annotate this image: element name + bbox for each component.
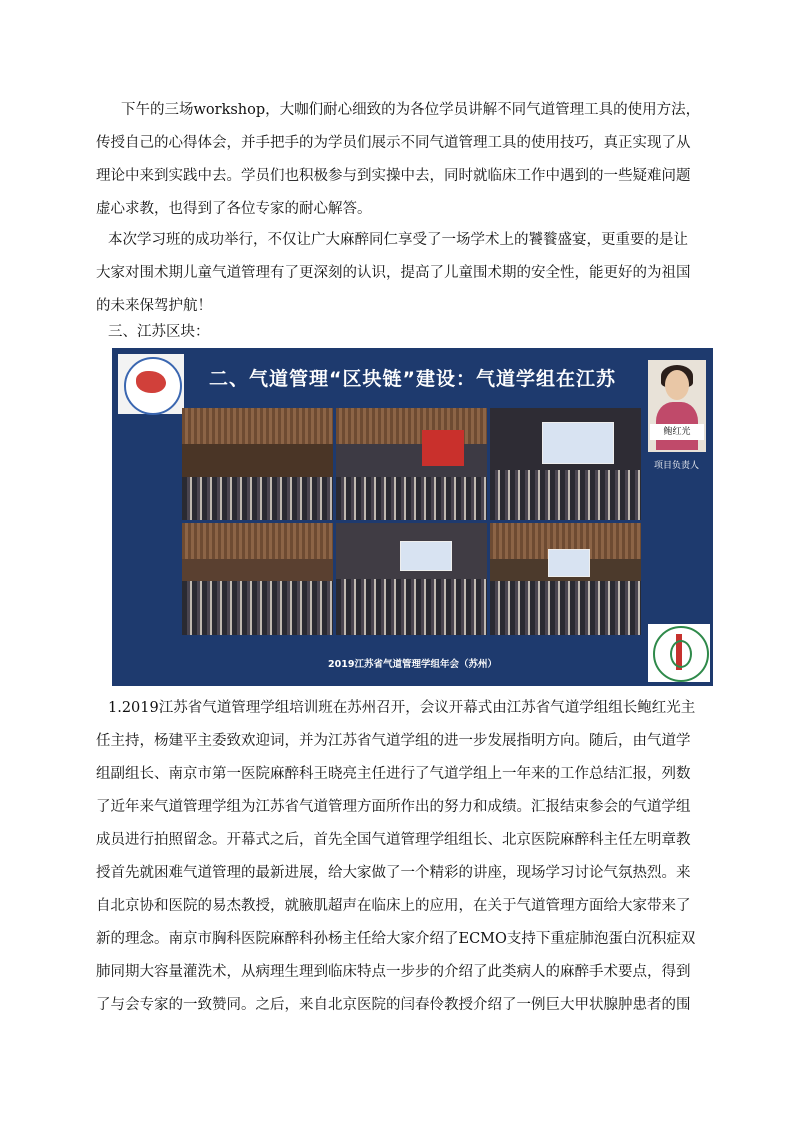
text-line: 新的理念。南京市胸科医院麻醉科孙杨主任给大家介绍了ECMO支持下重症肺泡蛋白沉积症双 (96, 931, 696, 947)
text-line: 虚心求教，也得到了各位专家的耐心解答。 (96, 201, 372, 217)
conference-photo (490, 408, 641, 520)
text-line: 授首先就困难气道管理的最新进展，给大家做了一个精彩的讲座，现场学习讨论气氛热烈。来 (96, 865, 691, 881)
slide-footer: 2019江苏省气道管理学组年会（苏州） (328, 659, 497, 670)
text-line: 了与会专家的一致赞同。之后，来自北京医院的闫春伶教授介绍了一例巨大甲状腺肿患者的围 (96, 997, 691, 1013)
text-line: 了近年来气道管理学组为江苏省气道管理方面所作出的努力和成绩。汇报结束参会的气道学组 (96, 799, 691, 815)
text-line: 大家对围术期儿童气道管理有了更深刻的认识，提高了儿童围术期的安全性，能更好的为祖国 (96, 265, 691, 281)
conference-photo (336, 408, 487, 520)
person-name-tag: 鲍红光 (650, 424, 704, 440)
conference-photo (336, 523, 487, 635)
text-line: 自北京协和医院的易杰教授，就腋肌超声在临床上的应用，在关于气道管理方面给大家带来了 (96, 898, 691, 914)
text-line: 任主持，杨建平主委致欢迎词，并为江苏省气道学组的进一步发展指明方向。随后，由气道学 (96, 733, 691, 749)
slide-title: 二、气道管理“区块链”建设：气道学组在江苏 (209, 368, 616, 390)
slide-image (112, 348, 713, 686)
section-heading (96, 316, 700, 349)
paragraph-jiangsu (96, 692, 700, 1022)
conference-photo (182, 408, 333, 520)
conference-photo (182, 523, 333, 635)
text-line: 1.2019江苏省气道管理学组培训班在苏州召开，会议开幕式由江苏省气道学组组长鲍红光主 (108, 700, 696, 716)
project-leader-portrait (648, 360, 706, 452)
text-line: 肺同期大容量灌洗术，从病理生理到临床特点一步步的介绍了此类病人的麻醉手术要点，得到 (96, 964, 691, 980)
text-line: 成员进行拍照留念。开幕式之后，首先全国气道管理学组组长、北京医院麻醉科主任左明章教 (96, 832, 691, 848)
paragraph-summary (96, 224, 700, 323)
heading-text: 三、江苏区块： (108, 324, 210, 340)
text-line: 本次学习班的成功举行，不仅让广大麻醉同仁享受了一场学术上的饕餮盛宴，更重要的是让 (108, 232, 688, 248)
conference-photo (490, 523, 641, 635)
text-line: 理论中来到实践中去。学员们也积极参与到实操中去，同时就临床工作中遇到的一些疑难问题 (96, 168, 691, 184)
medical-society-logo (648, 624, 710, 682)
text-line: 组副组长、南京市第一医院麻醉科王晓亮主任进行了气道学组上一年来的工作总结汇报，列数 (96, 766, 691, 782)
project-leader-caption: 项目负责人 (654, 461, 700, 471)
text-line: 下午的三场workshop，大咖们耐心细致的为各位学员讲解不同气道管理工具的使用方法， (121, 102, 701, 118)
text-line: 的未来保驾护航！ (96, 298, 212, 314)
text-line: 传授自己的心得体会，并手把手的为学员们展示不同气道管理工具的使用技巧，真正实现了从 (96, 135, 691, 151)
paragraph-workshop (96, 94, 700, 226)
